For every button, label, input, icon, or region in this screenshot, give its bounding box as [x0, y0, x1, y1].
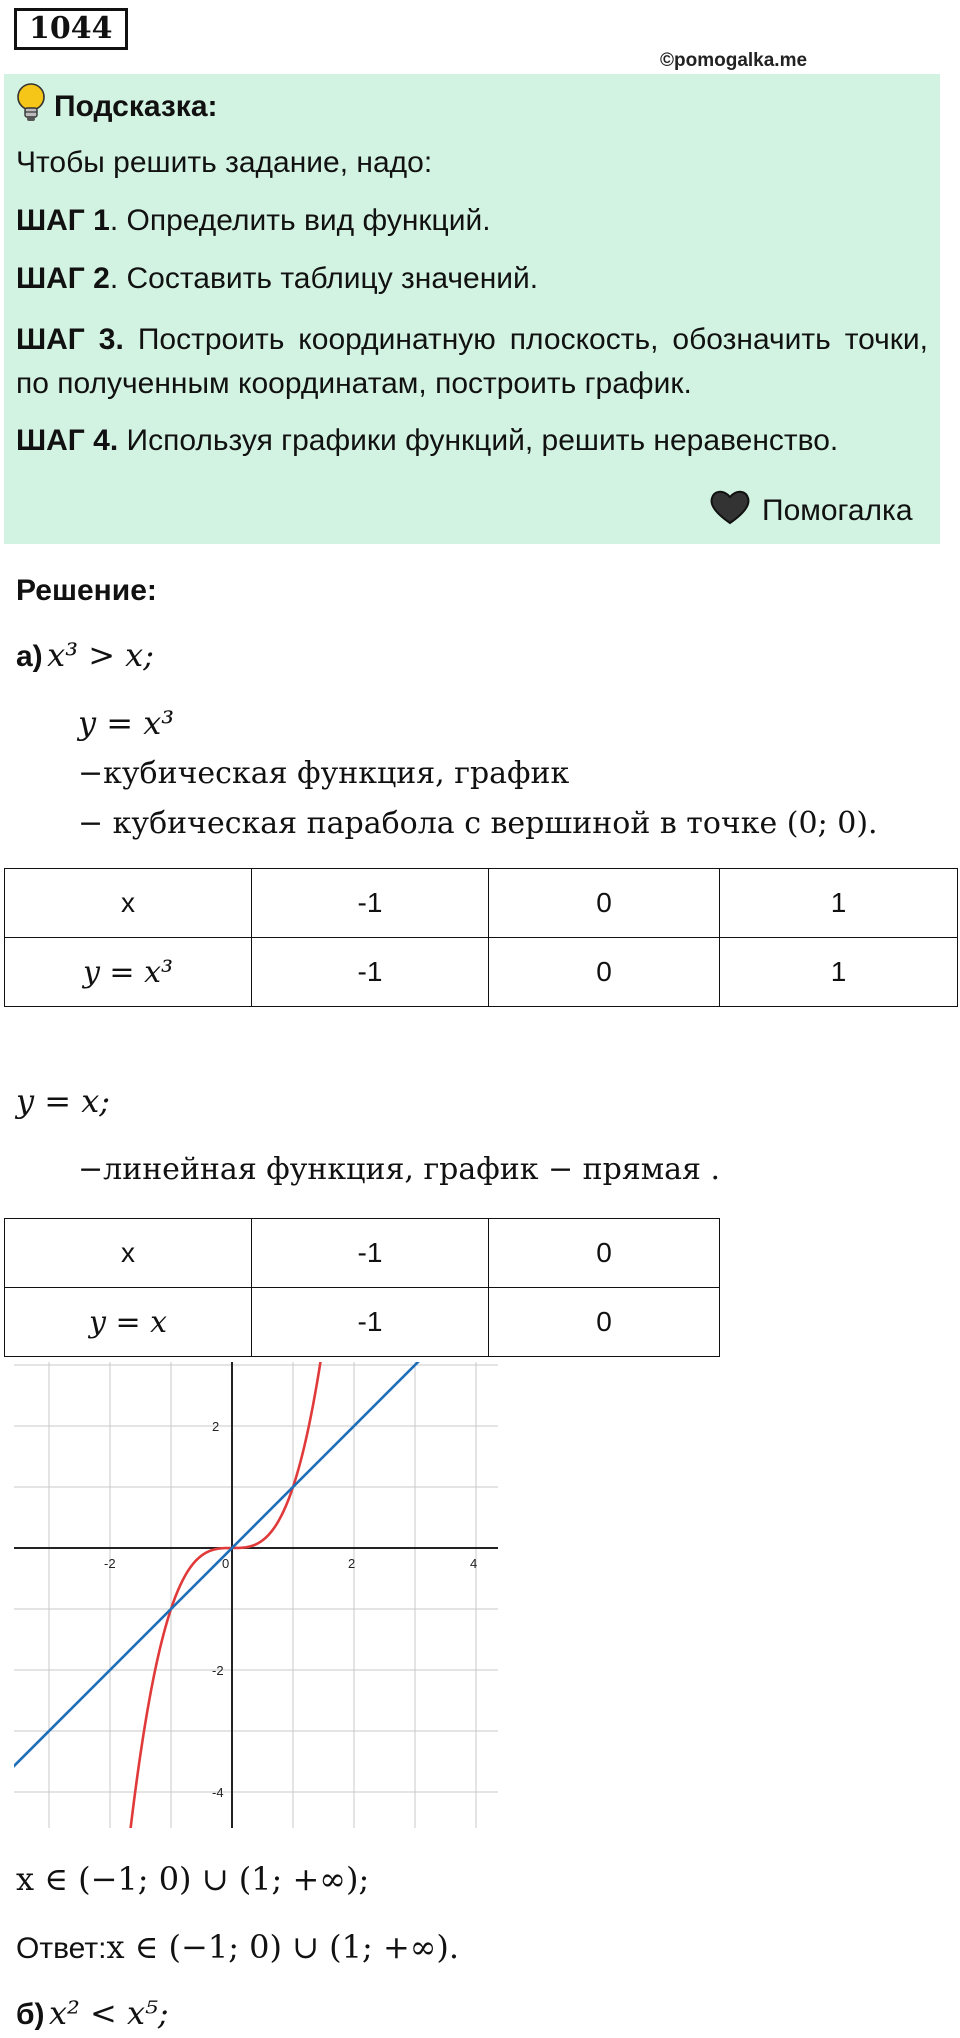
hint-title: [16, 82, 218, 132]
watermark: ©pomogalka.me: [660, 50, 808, 71]
answer-label: Ответ:: [16, 1932, 107, 1965]
step-text: Используя графики функций, решить неравенство.: [118, 424, 839, 457]
table-cell: -1: [252, 1288, 489, 1357]
values-table-linear: [4, 1218, 720, 1357]
table-cell: 1: [720, 869, 958, 938]
step-label: ШАГ 2: [16, 262, 110, 295]
task-number: 1044: [14, 8, 128, 50]
hint-step-2: [16, 262, 538, 296]
lightbulb-icon: [16, 82, 46, 132]
hint-title-text: Подсказка:: [54, 90, 218, 123]
part-a-result: x ∈ (−1; 0) ∪ (1; +∞);: [16, 1860, 370, 1898]
x-tick-label: 4: [470, 1556, 478, 1571]
x-tick-label: -2: [104, 1556, 116, 1571]
graph-grid: [14, 1362, 498, 1828]
step-text: . Определить вид функций.: [109, 204, 491, 237]
step-label: ШАГ 4.: [16, 424, 119, 457]
table-row: [5, 1219, 720, 1288]
hint-box: [4, 74, 940, 544]
table-row: [5, 1288, 720, 1357]
table-row: [5, 938, 958, 1007]
step-label: ШАГ 3.: [16, 323, 124, 356]
table-cell: 0: [489, 1219, 720, 1288]
function-graph: [14, 1362, 498, 1828]
step-text: Построить координатную плоскость, обозначить точки, по полученным координатам, построить график.: [16, 323, 928, 400]
y-tick-label: -2: [212, 1663, 224, 1678]
table-row: [5, 869, 958, 938]
table-header-cell: y = x³: [5, 938, 252, 1007]
table-header-cell: x: [5, 1219, 252, 1288]
x-tick-label: 0: [222, 1556, 230, 1571]
table-header-cell: x: [5, 869, 252, 938]
x-tick-label: 2: [348, 1556, 356, 1571]
y-tick-label: -4: [212, 1785, 224, 1800]
hint-step-3: [16, 318, 928, 406]
part-b-inequality: x² < x⁵;: [48, 1994, 169, 2032]
table-cell: 0: [489, 1288, 720, 1357]
table-header-cell: y = x: [5, 1288, 252, 1357]
step-text: . Составить таблицу значений.: [109, 262, 539, 295]
table-cell: -1: [252, 869, 489, 938]
part-a-heading: [16, 636, 154, 674]
part-b-label: б): [16, 1998, 45, 2031]
values-table-cubic: [4, 868, 958, 1007]
brand-name: Помогалка: [762, 494, 913, 527]
f2-desc: −линейная функция, график − прямая .: [78, 1152, 721, 1187]
part-b-heading: [16, 1994, 169, 2032]
table-cell: 1: [720, 938, 958, 1007]
answer-value: x ∈ (−1; 0) ∪ (1; +∞).: [106, 1928, 460, 1966]
table-cell: 0: [489, 869, 720, 938]
hint-intro: Чтобы решить задание, надо:: [16, 146, 433, 179]
table-cell: -1: [252, 938, 489, 1007]
table-cell: -1: [252, 1219, 489, 1288]
step-label: ШАГ 1: [16, 204, 110, 237]
f2-formula: y = x;: [16, 1082, 111, 1120]
hint-step-4: [16, 424, 838, 458]
brand-badge: [708, 488, 913, 534]
f1-desc-2: − кубическая парабола с вершиной в точке (0; 0).: [78, 806, 878, 841]
hint-step-1: [16, 204, 491, 238]
solution-title: Решение:: [16, 574, 157, 607]
table-cell: 0: [489, 938, 720, 1007]
heart-icon: [708, 488, 762, 534]
part-a-inequality: x³ > x;: [47, 636, 154, 674]
part-a-label: а): [16, 640, 43, 673]
part-a-answer: [16, 1928, 459, 1966]
f1-formula: y = x³: [78, 704, 175, 742]
f1-desc-1: −кубическая функция, график: [78, 756, 570, 791]
y-tick-label: 2: [212, 1419, 220, 1434]
